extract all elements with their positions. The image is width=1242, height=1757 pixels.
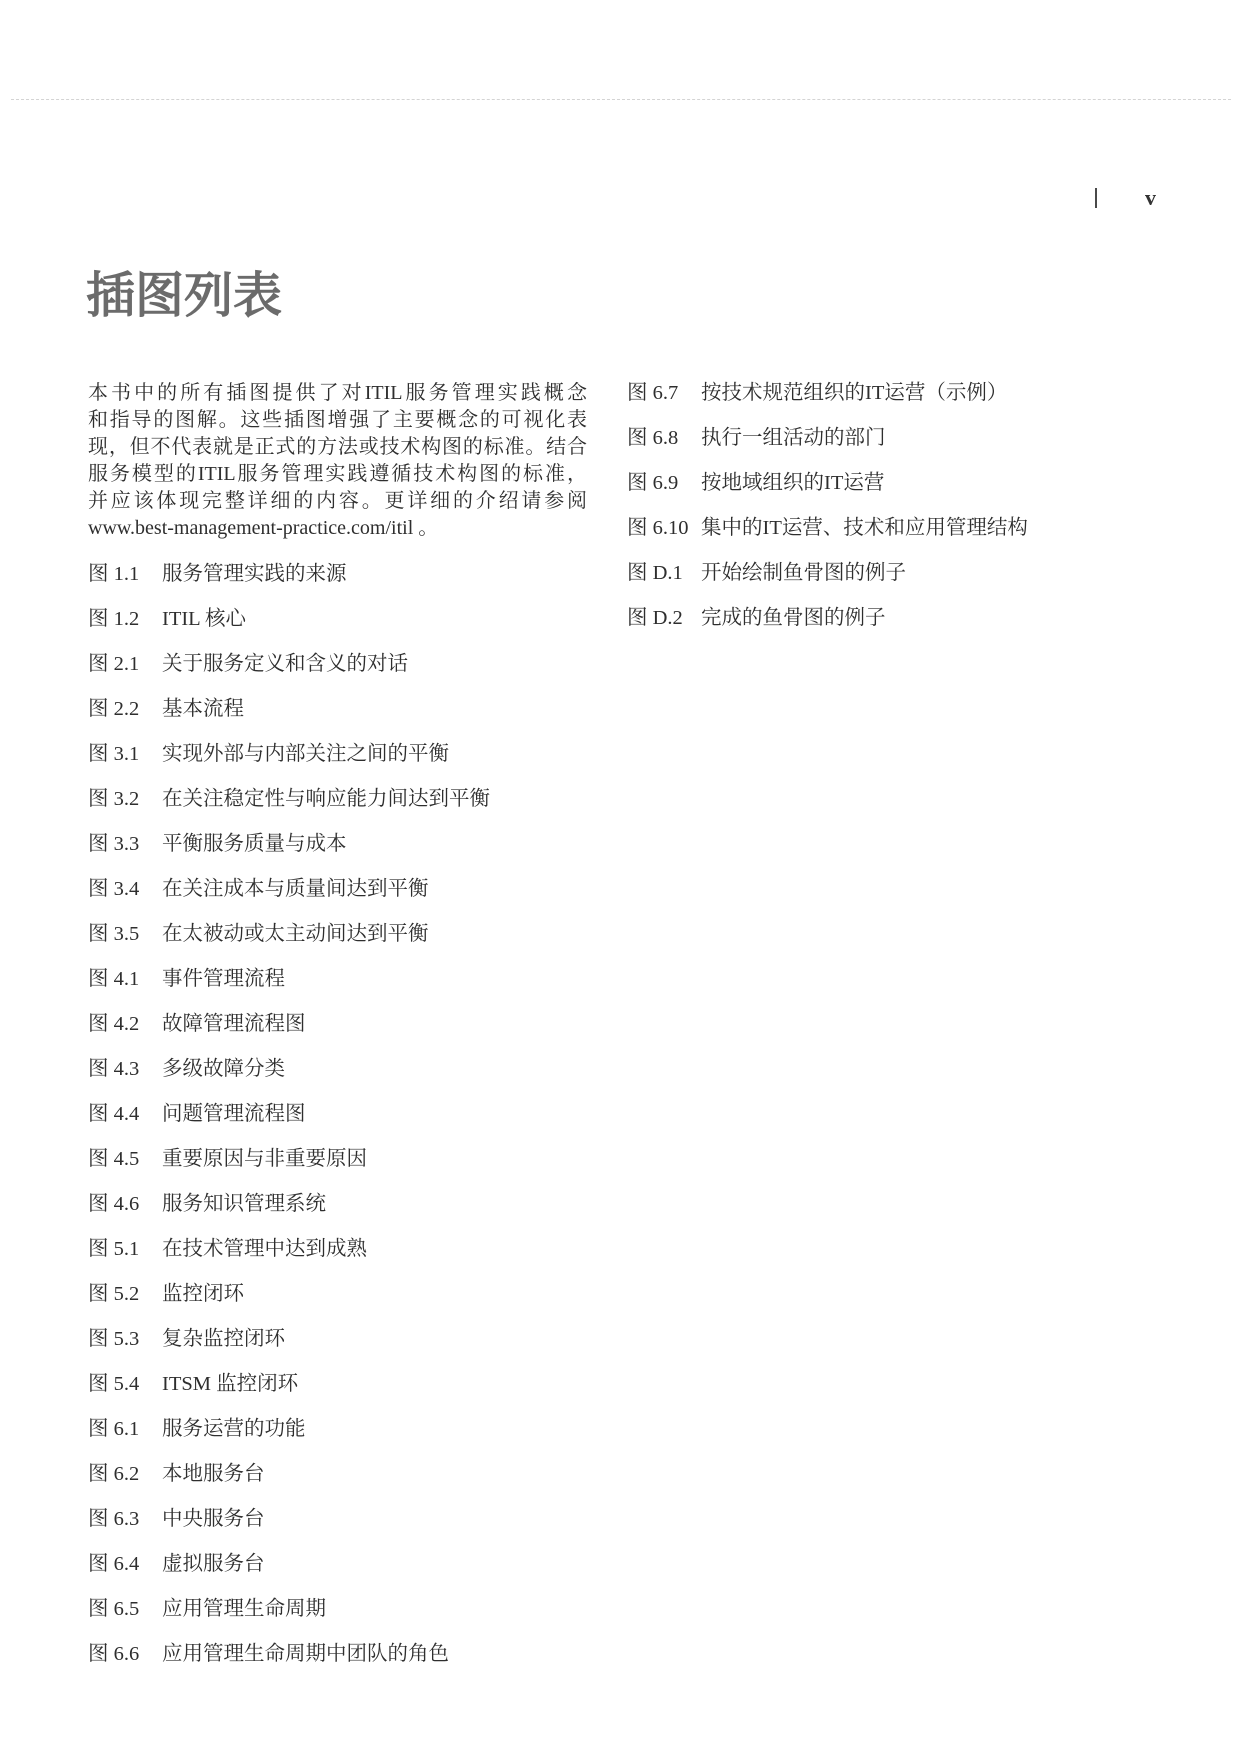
figure-number: 图 1.1 xyxy=(88,563,140,585)
figure-title: 应用管理生命周期 xyxy=(162,1598,326,1620)
figure-entry xyxy=(88,1137,588,1182)
figure-number: 图 4.1 xyxy=(88,968,140,990)
figure-title: 实现外部与内部关注之间的平衡 xyxy=(162,743,449,765)
figure-number: 图 D.1 xyxy=(627,562,683,584)
intro-line: 现，但不代表就是正式的方法或技术构图的标准。结合 xyxy=(88,436,587,458)
figure-title: 在关注稳定性与响应能力间达到平衡 xyxy=(162,788,490,810)
figure-number: 图 6.3 xyxy=(88,1508,140,1530)
figure-entry xyxy=(88,957,588,1002)
figure-title: 在关注成本与质量间达到平衡 xyxy=(162,878,429,900)
figure-title: 多级故障分类 xyxy=(162,1058,285,1080)
figure-title: 服务知识管理系统 xyxy=(162,1193,326,1215)
figure-number: 图 5.1 xyxy=(88,1238,140,1260)
figure-number: 图 4.3 xyxy=(88,1058,140,1080)
figure-entry xyxy=(88,777,588,822)
figure-entry xyxy=(88,1092,588,1137)
figure-number: 图 5.4 xyxy=(88,1373,140,1395)
figure-entry xyxy=(88,1047,588,1092)
intro-line: 并应该体现完整详细的内容。更详细的介绍请参阅 xyxy=(88,490,587,512)
intro-line: 本书中的所有插图提供了对ITIL服务管理实践概念 xyxy=(88,382,587,404)
figure-title: 关于服务定义和含义的对话 xyxy=(162,653,408,675)
figure-number: 图 4.6 xyxy=(88,1193,140,1215)
figure-entry xyxy=(88,1272,588,1317)
figure-entry xyxy=(88,687,588,732)
figure-title: 完成的鱼骨图的例子 xyxy=(701,607,886,629)
figure-entry xyxy=(88,1452,588,1497)
figure-number: 图 6.4 xyxy=(88,1553,140,1575)
figure-number: 图 6.7 xyxy=(627,382,679,404)
figure-title: 基本流程 xyxy=(162,698,244,720)
figure-entry xyxy=(627,371,1187,416)
figure-title: 在太被动或太主动间达到平衡 xyxy=(162,923,429,945)
figure-entry xyxy=(88,1542,588,1587)
figure-number: 图 6.6 xyxy=(88,1643,140,1665)
figure-entry xyxy=(88,1002,588,1047)
figure-number: 图 3.5 xyxy=(88,923,140,945)
page-number: v xyxy=(1145,185,1156,210)
header-divider xyxy=(1095,188,1097,208)
figure-entry xyxy=(88,1632,588,1677)
figure-title: 重要原因与非重要原因 xyxy=(162,1148,367,1170)
figure-number: 图 4.2 xyxy=(88,1013,140,1035)
figure-number: 图 3.3 xyxy=(88,833,140,855)
figure-entry xyxy=(627,551,1187,596)
intro-line: 和指导的图解。这些插图增强了主要概念的可视化表 xyxy=(88,409,587,431)
figure-entry xyxy=(627,506,1187,551)
figure-title: 开始绘制鱼骨图的例子 xyxy=(701,562,906,584)
top-rule xyxy=(11,99,1231,100)
figure-title: 虚拟服务台 xyxy=(162,1553,265,1575)
figure-entry xyxy=(88,732,588,777)
figure-entry xyxy=(88,1362,588,1407)
intro-line: 服务模型的ITIL服务管理实践遵循技术构图的标准， xyxy=(88,463,587,485)
figure-title: 中央服务台 xyxy=(162,1508,265,1530)
intro-paragraph xyxy=(88,380,587,542)
figure-title: 平衡服务质量与成本 xyxy=(162,833,347,855)
figure-title: 按地域组织的IT运营 xyxy=(701,472,885,494)
figure-title: 服务管理实践的来源 xyxy=(162,563,347,585)
figure-number: 图 4.4 xyxy=(88,1103,140,1125)
figure-entry xyxy=(88,1227,588,1272)
figure-entry xyxy=(88,822,588,867)
figure-number: 图 6.5 xyxy=(88,1598,140,1620)
figure-number: 图 6.10 xyxy=(627,517,689,539)
figure-title: 在技术管理中达到成熟 xyxy=(162,1238,367,1260)
figure-entry xyxy=(88,1407,588,1452)
figure-number: 图 6.1 xyxy=(88,1418,140,1440)
figure-number: 图 1.2 xyxy=(88,608,140,630)
figure-number: 图 6.8 xyxy=(627,427,679,449)
figure-title: ITSM 监控闭环 xyxy=(162,1373,299,1395)
figure-number: 图 2.2 xyxy=(88,698,140,720)
figure-title: 复杂监控闭环 xyxy=(162,1328,285,1350)
figure-number: 图 6.9 xyxy=(627,472,679,494)
figure-entry xyxy=(88,1497,588,1542)
figure-title: 监控闭环 xyxy=(162,1283,244,1305)
figure-title: 问题管理流程图 xyxy=(162,1103,306,1125)
figure-title: 集中的IT运营、技术和应用管理结构 xyxy=(701,517,1028,539)
figure-entry xyxy=(88,642,588,687)
figure-number: 图 D.2 xyxy=(627,607,683,629)
figure-entry xyxy=(88,1317,588,1362)
figure-title: ITIL 核心 xyxy=(162,608,247,630)
figure-title: 故障管理流程图 xyxy=(162,1013,306,1035)
figure-entry xyxy=(627,461,1187,506)
figure-entry xyxy=(88,552,588,597)
figure-entry xyxy=(88,1587,588,1632)
figure-entry xyxy=(88,1182,588,1227)
figure-list-left-column xyxy=(88,552,588,1677)
figure-number: 图 4.5 xyxy=(88,1148,140,1170)
figure-number: 图 6.2 xyxy=(88,1463,140,1485)
figure-entry xyxy=(88,867,588,912)
intro-line: www.best-management-practice.com/itil 。 xyxy=(88,517,439,539)
figure-entry xyxy=(627,596,1187,641)
figure-number: 图 3.1 xyxy=(88,743,140,765)
figure-title: 应用管理生命周期中团队的角色 xyxy=(162,1643,449,1665)
figure-number: 图 3.2 xyxy=(88,788,140,810)
figure-title: 事件管理流程 xyxy=(162,968,285,990)
figure-title: 本地服务台 xyxy=(162,1463,265,1485)
figure-number: 图 5.2 xyxy=(88,1283,140,1305)
figure-number: 图 3.4 xyxy=(88,878,140,900)
page-title: 插图列表 xyxy=(86,267,283,324)
figure-title: 执行一组活动的部门 xyxy=(701,427,886,449)
figure-number: 图 5.3 xyxy=(88,1328,140,1350)
figure-entry xyxy=(627,416,1187,461)
figure-title: 按技术规范组织的IT运营（示例） xyxy=(701,382,1008,404)
figure-entry xyxy=(88,597,588,642)
figure-list-right-column xyxy=(627,371,1187,641)
figure-title: 服务运营的功能 xyxy=(162,1418,306,1440)
figure-entry xyxy=(88,912,588,957)
figure-number: 图 2.1 xyxy=(88,653,140,675)
